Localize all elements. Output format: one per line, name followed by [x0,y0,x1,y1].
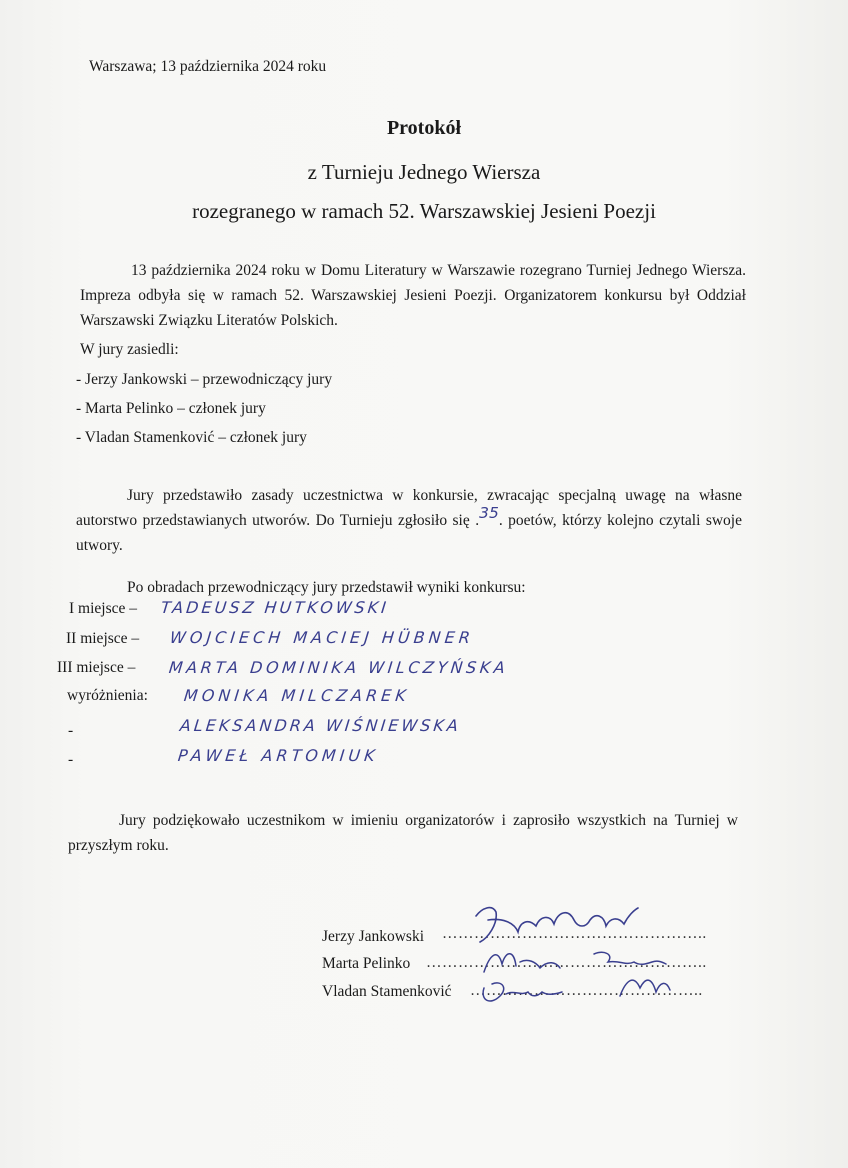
place-1-winner: TADEUSZ HUTKOWSKI [160,598,390,617]
signature-image-3 [470,966,690,1010]
results-intro: Po obradach przewodniczący jury przedstawił wyniki konkursu: [127,579,526,596]
distinction-2-dash: - [68,722,74,739]
distinction-3: PAWEŁ ARTOMIUK [177,746,380,765]
distinctions-label: wyróżnienia: [67,687,148,704]
place-2-label: II miejsce – [66,630,140,647]
place-3-label: III miejsce – [57,659,136,676]
jury-member-3: - Vladan Stamenković – członek jury [76,429,307,446]
jury-member-1: - Jerzy Jankowski – przewodniczący jury [76,371,333,388]
rules-paragraph [76,483,742,558]
signature-name-1: Jerzy Jankowski [322,928,425,945]
rules-text-1: Jury przedstawiło zasady uczestnictwa w konkursie, zwracając specjalną uwagę na własne autorstwo przedstawianych utworów. Do Turnieju zgłosiło się . [76,487,742,529]
distinction-1: MONIKA MILCZAREK [183,686,411,705]
place-2-winner: WOJCIECH MACIEJ HÜBNER [169,628,475,647]
signature-image-1 [458,898,658,946]
place-date: Warszawa; 13 października 2024 roku [89,58,327,75]
participant-count: 35 [479,504,499,522]
document-subtitle-2: rozegranego w ramach 52. Warszawskiej Jesieni Poezji [192,199,656,223]
signature-dots-1: ………………………………………….. [442,925,707,942]
intro-paragraph: 13 października 2024 roku w Domu Literatury w Warszawie rozegrano Turniej Jednego Wiersza. Impreza odbyła się w ramach 52. Warszawskiej Jesieni Poezji. Organizatorem konkursu był Oddział Warszawski Związku Literatów Polskich. [80,262,746,329]
signature-name-3: Vladan Stamenković [322,983,452,1000]
distinction-2: ALEKSANDRA WIŚNIEWSKA [179,716,462,735]
jury-intro: W jury zasiedli: [80,341,179,358]
document-title: Protokół [386,117,462,139]
signature-dots-2: …………………………………………….. [426,954,707,971]
signature-name-2: Marta Pelinko [322,955,411,972]
distinction-3-dash: - [68,751,74,768]
document-subtitle-1: z Turnieju Jednego Wiersza [307,160,541,184]
place-3-winner: MARTA DOMINIKA WILCZYŃSKA [168,658,510,677]
closing-paragraph: Jury podziękowało uczestnikom w imieniu organizatorów i zaprosiło wszystkich na Turniej w przyszłym roku. [68,812,738,854]
rules-text-2: . poetów, którzy kolejno czytali swoje utwory. [76,512,742,554]
jury-member-2: - Marta Pelinko – członek jury [76,400,266,417]
place-1-label: I miejsce – [69,600,138,617]
signature-dots-3: …………………………………….. [470,982,703,999]
